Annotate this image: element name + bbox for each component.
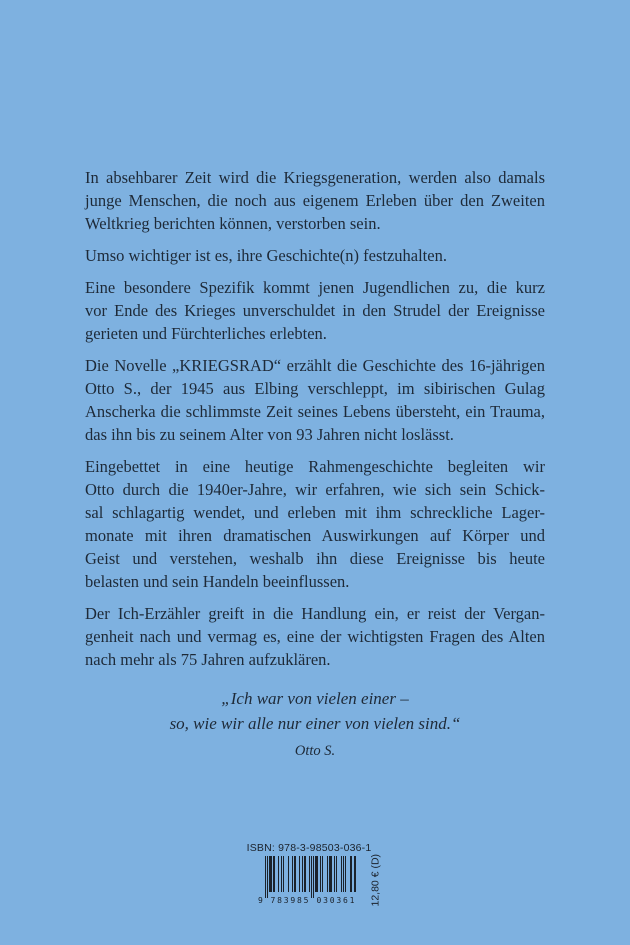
quote-line: so, wie wir alle nur einer von vielen sind.“ (169, 714, 461, 733)
quote-line: „Ich war von vielen einer – (221, 689, 409, 708)
barcode-digits: 783985 (270, 896, 309, 905)
paragraph (85, 244, 545, 267)
barcode-bar (270, 856, 271, 892)
barcode-digits: 9 (258, 896, 263, 905)
barcode-bar (304, 856, 305, 892)
barcode-bar (320, 856, 321, 892)
barcode-bar (351, 856, 352, 892)
text-line: sal schlagartig wendet, und erleben mit ihm schreckliche Lager- (85, 503, 545, 522)
text-line: Weltkrieg berichten können, verstorben sein. (85, 214, 381, 233)
text-line: Die Novelle „KRIEGSRAD“ erzählt die Geschichte des 16-jährigen (85, 356, 545, 375)
barcode-bar (354, 856, 355, 892)
barcode-bar (294, 856, 295, 892)
barcode-bar (305, 856, 306, 892)
barcode-bar (274, 856, 275, 892)
text-line: das ihn bis zu seinem Alter von 93 Jahren nicht loslässt. (85, 425, 454, 444)
barcode-bar (322, 856, 323, 892)
barcode-bar (295, 856, 296, 892)
text-line: monate mit ihren dramatischen Auswirkungen auf Körper und (85, 526, 545, 545)
text-line: Otto durch die 1940er-Jahre, wir erfahren, wie sich sein Schick- (85, 480, 545, 499)
barcode-bar (313, 856, 314, 898)
paragraph (85, 455, 545, 593)
isbn-label: ISBN: 978-3-98503-036-1 (246, 842, 372, 854)
barcode-bar (334, 856, 335, 892)
barcode-bar (327, 856, 328, 892)
barcode-bar (278, 856, 279, 892)
barcode-bar (267, 856, 268, 898)
barcode-bar (281, 856, 282, 892)
barcode-bar (269, 856, 270, 892)
barcode-bar (331, 856, 332, 892)
text-line: Anscherka die schlimmste Zeit seines Lebens übersteht, ein Trauma, (85, 402, 545, 421)
text-line: Otto S., der 1945 aus Elbing verschleppt, im sibirischen Gulag (85, 379, 545, 398)
paragraph (85, 166, 545, 235)
barcode-bar (292, 856, 293, 892)
text-line: Umso wichtiger ist es, ihre Geschichte(n) festzuhalten. (85, 246, 447, 265)
quote-attribution: Otto S. (294, 743, 336, 759)
barcode-bar (317, 856, 318, 892)
barcode-bar (283, 856, 284, 892)
paragraph (85, 354, 545, 446)
text-line: nach mehr als 75 Jahren aufzuklären. (85, 650, 331, 669)
blurb-text (85, 166, 545, 680)
barcode-bar (355, 856, 356, 892)
barcode-bar (315, 856, 316, 892)
quote-block (0, 686, 630, 764)
paragraph (85, 276, 545, 345)
barcode-bar (265, 856, 266, 898)
barcode-bar (350, 856, 351, 892)
price-label: 12,80 € (D) (369, 853, 382, 907)
barcode-bar (316, 856, 317, 892)
barcode-bar (343, 856, 344, 892)
isbn-barcode-block (244, 842, 382, 907)
text-line: Eingebettet in eine heutige Rahmengeschichte begleiten wir (85, 457, 545, 476)
barcode-bar (311, 856, 312, 898)
barcode-bar (302, 856, 303, 892)
text-line: gerieten und Fürchterliches erlebten. (85, 324, 327, 343)
paragraph (85, 602, 545, 671)
barcode-bar (288, 856, 289, 892)
text-line: Geist und verstehen, weshalb ihn diese Ereignisse bis heute (85, 549, 545, 568)
barcode-bar (330, 856, 331, 892)
barcode-bar (299, 856, 300, 892)
barcode-bar (336, 856, 337, 892)
text-line: genheit nach und vermag es, eine der wichtigsten Fragen des Alten (85, 627, 545, 646)
barcode-bar (341, 856, 342, 892)
text-line: Eine besondere Spezifik kommt jenen Jugendlichen zu, die kurz (85, 278, 545, 297)
barcode-digits: 030361 (316, 896, 355, 905)
barcode-bar (345, 856, 346, 892)
text-line: In absehbarer Zeit wird die Kriegsgeneration, werden also damals (85, 168, 545, 187)
barcode-bar (329, 856, 330, 892)
text-line: vor Ende des Krieges unverschuldet in den Strudel der Ereignisse (85, 301, 545, 320)
text-line: Der Ich-Erzähler greift in die Handlung ein, er reist der Vergan- (85, 604, 545, 623)
ean-barcode (258, 856, 360, 905)
text-line: belasten und sein Handeln beeinflussen. (85, 572, 350, 591)
barcode-bar (271, 856, 272, 892)
text-line: junge Menschen, die noch aus eigenem Erleben über den Zweiten (85, 191, 545, 210)
barcode-bar (309, 856, 310, 892)
barcode-bar (273, 856, 274, 892)
